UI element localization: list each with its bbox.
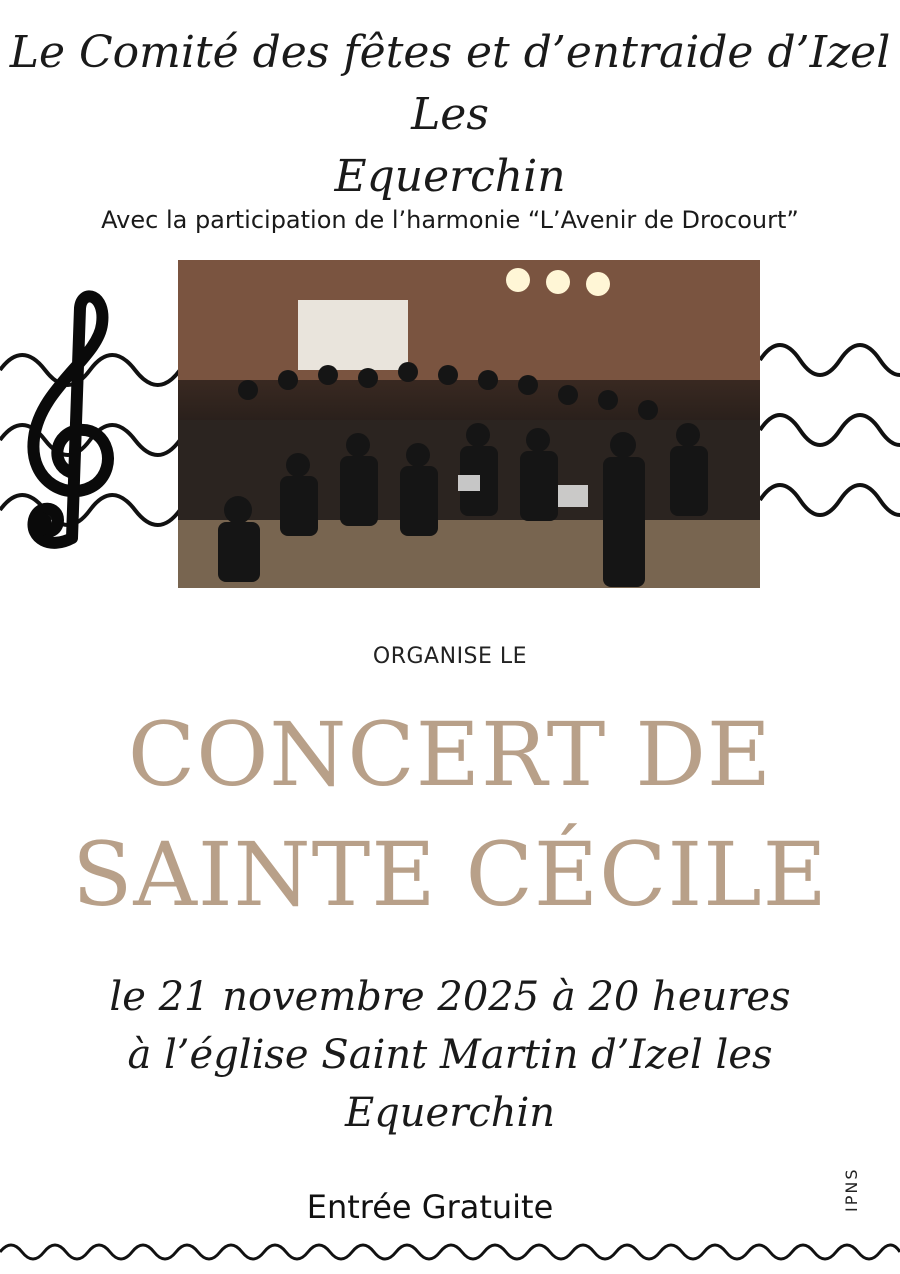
event-venue: à l’église Saint Martin d’Izel les <box>127 1032 773 1078</box>
ipns-label: IPNS <box>842 1167 861 1212</box>
event-venue-town: Equerchin <box>344 1090 556 1136</box>
orchestra-photo <box>178 260 760 588</box>
concert-title-line2: SAINTE CÉCILE <box>72 823 828 926</box>
bottom-wavy-line <box>0 1234 900 1274</box>
organise-label: ORGANISE LE <box>372 644 528 669</box>
right-wavy-lines <box>760 320 900 520</box>
concert-title-line1: CONCERT DE <box>127 703 773 806</box>
event-date-time: le 21 novembre 2025 à 20 heures <box>109 974 791 1020</box>
organizer-title-line2: Equerchin <box>334 151 566 202</box>
entry-free-label: Entrée Gratuite <box>306 1188 554 1226</box>
orchestra-photo-icon <box>178 260 760 588</box>
participation-subtitle: Avec la participation de l’harmonie “L’Avenir de Drocourt” <box>101 206 799 234</box>
organizer-title-line1: Le Comité des fêtes et d’entraide d’Izel Les <box>9 27 891 140</box>
event-details <box>0 968 900 1142</box>
treble-clef-icon <box>10 288 120 558</box>
organizer-title <box>0 22 900 208</box>
concert-title <box>0 695 900 935</box>
